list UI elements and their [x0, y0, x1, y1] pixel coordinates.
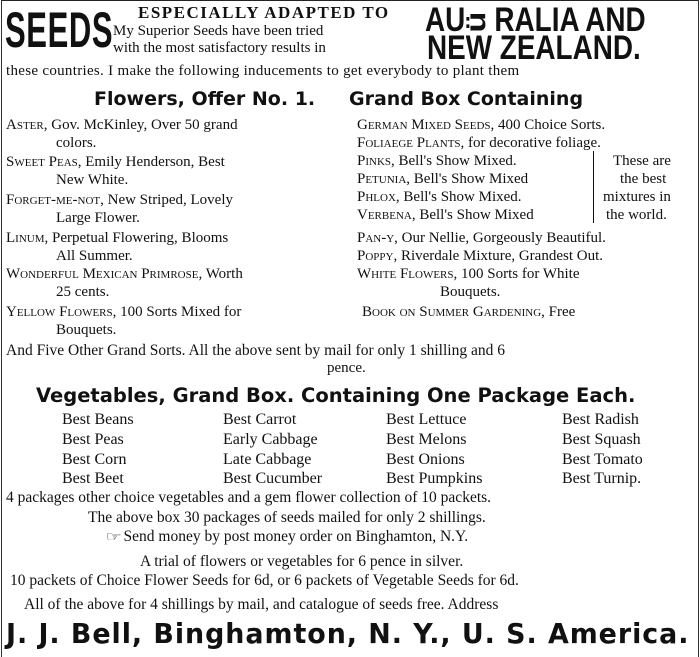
right-border: [698, 0, 699, 657]
flower-item: Aster, Gov. McKinley, Over 50 grand: [6, 117, 238, 133]
intro-line-1: My Superior Seeds have been tried: [113, 23, 324, 39]
flower-item: Linum, Perpetual Flowering, Blooms: [6, 230, 229, 246]
flower-item: Sweet Peas, Emily Henderson, Best: [6, 154, 225, 170]
vegetable-item: Best Cucumber: [223, 470, 323, 487]
box-item: Poppy, Riverdale Mixture, Grandest Out.: [357, 248, 603, 264]
vegetables-extra-line: 4 packages other choice vegetables and a gem flower collection of 10 packets.: [6, 489, 492, 506]
box-item: White Flowers, 100 Sorts for White: [357, 266, 580, 282]
flower-item-cont: Bouquets.: [56, 322, 117, 338]
all-above-line: All of the above for 4 shillings by mail, and catalogue of seeds free. Address: [24, 596, 499, 613]
packets-offer-line: 10 packets of Choice Flower Seeds for 6d, or 6 packets of Vegetable Seeds for 6d.: [10, 572, 519, 589]
flower-item: Yellow Flowers, 100 Sorts Mixed for: [6, 304, 242, 320]
vegetable-item: Best Pumpkins: [386, 470, 483, 487]
side-note-line: the world.: [606, 207, 667, 223]
flower-item-cont: All Summer.: [56, 248, 133, 264]
flowers-offer-heading: Flowers, Offer No. 1.: [94, 88, 316, 110]
box-item: Pinks, Bell's Show Mixed.: [357, 153, 517, 169]
money-order-line: ☞ Send money by post money order on Binghamton, N.Y.: [105, 528, 469, 545]
vegetable-item: Best Squash: [562, 431, 641, 448]
box-item: Pan-y, Our Nellie, Gorgeously Beautiful.: [357, 230, 606, 246]
box-item: Phlox, Bell's Show Mixed.: [357, 189, 522, 205]
vegetable-item: Best Tomato: [562, 451, 643, 468]
flowers-price-line-2: pence.: [327, 360, 366, 376]
flower-item: Forget-me-not, New Striped, Lovely: [6, 192, 233, 208]
vegetable-item: Early Cabbage: [223, 431, 318, 448]
side-note-divider: [593, 151, 594, 223]
flower-item-cont: New White.: [56, 172, 129, 188]
box-item: Petunia, Bell's Show Mixed: [357, 171, 529, 187]
pointing-hand-icon: ☞: [105, 529, 122, 544]
vegetables-price-line: The above box 30 packages of seeds mailed for only 2 shillings.: [88, 509, 486, 526]
vegetable-item: Best Onions: [386, 451, 465, 468]
flower-item-cont: Large Flower.: [56, 210, 140, 226]
especially-adapted-heading: ESPECIALLY ADAPTED TO: [138, 3, 390, 22]
box-item: Verbena, Bell's Show Mixed: [357, 207, 534, 223]
box-item: Book on Summer Gardening, Free: [362, 304, 576, 320]
box-item: German Mixed Seeds, 400 Choice Sorts.: [357, 117, 606, 133]
flower-item-cont: 25 cents.: [56, 284, 110, 300]
flowers-price-line: And Five Other Grand Sorts. All the above sent by mail for only 1 shilling and 6: [6, 342, 505, 359]
country-line-1: AUᴞ RALIA AND: [425, 1, 646, 39]
left-border: [1, 0, 2, 657]
vegetable-item: Best Radish: [562, 411, 639, 428]
side-note-line: These are: [613, 153, 671, 169]
vegetable-item: Best Beans: [62, 411, 134, 428]
vegetable-item: Best Corn: [62, 451, 127, 468]
box-item: Foliaege Plants, for decorative foliage.: [357, 135, 601, 151]
trial-offer-line: A trial of flowers or vegetables for 6 pence in silver.: [140, 553, 464, 570]
flower-item-cont: colors.: [56, 135, 97, 151]
side-note-line: mixtures in: [603, 189, 671, 205]
vegetable-item: Best Turnip.: [562, 470, 642, 487]
intro-line-2: with the most satisfactory results in: [113, 40, 326, 56]
country-line-2: NEW ZEALAND.: [427, 29, 641, 67]
address-line: J. J. Bell, Binghamton, N. Y., U. S. America.: [6, 617, 690, 650]
vegetables-heading: Vegetables, Grand Box. Containing One Package Each.: [36, 384, 636, 407]
side-note-line: the best: [620, 171, 667, 187]
box-item-cont: Bouquets.: [440, 284, 501, 300]
vegetable-item: Best Melons: [386, 431, 467, 448]
vegetable-item: Best Beet: [62, 470, 124, 487]
vegetable-item: Best Peas: [62, 431, 124, 448]
vegetable-item: Best Carrot: [223, 411, 297, 428]
vegetable-item: Late Cabbage: [223, 451, 312, 468]
seeds-title: SEEDS: [5, 2, 114, 58]
grand-box-heading: Grand Box Containing: [349, 88, 584, 110]
vegetable-item: Best Lettuce: [386, 411, 467, 428]
flower-item: Wonderful Mexican Primrose, Worth: [6, 266, 243, 282]
inducements-line: these countries. I make the following inducements to get everybody to plant them: [6, 63, 520, 79]
